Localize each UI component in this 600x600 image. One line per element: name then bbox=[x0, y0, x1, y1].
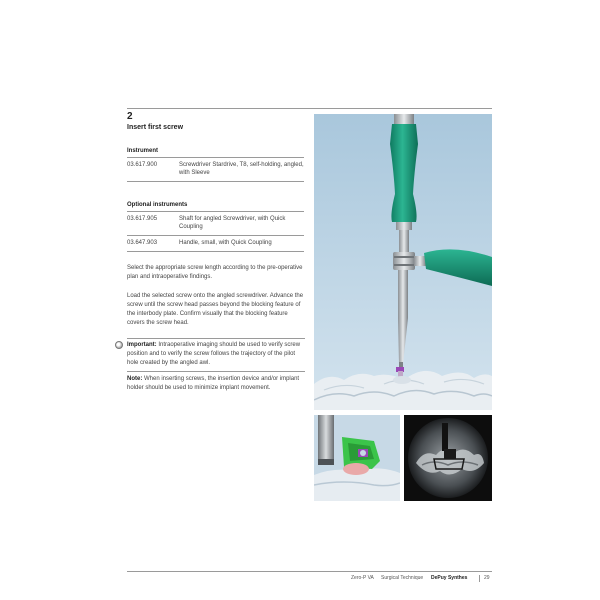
article-description: Shaft for angled Screwdriver, with Quick Coupling bbox=[179, 216, 286, 230]
article-number: 03.617.900 bbox=[127, 162, 158, 168]
important-note bbox=[127, 341, 305, 368]
body-paragraph: Load the selected screw onto the angled screwdriver. Advance the screw until the screw head passes beyond the blocking feature of the interbody plate. Confirm visually that the blocking feature covers the screw head. bbox=[127, 293, 304, 326]
note-divider bbox=[127, 371, 305, 372]
optional-instruments-table bbox=[127, 202, 304, 252]
important-circle-icon bbox=[115, 341, 123, 349]
footer-section: Surgical Technique bbox=[381, 575, 424, 581]
note bbox=[127, 375, 305, 393]
article-number: 03.647.903 bbox=[127, 240, 158, 246]
article-description: Screwdriver Stardrive, T8, self-holding, angled, with Sleeve bbox=[179, 162, 304, 176]
important-text: Intraoperative imaging should be used to verify screw position and to verify the screw follows the trajectory of the pilot hole created by the angled awl. bbox=[127, 342, 301, 366]
important-divider bbox=[127, 338, 305, 339]
table-row bbox=[127, 158, 304, 182]
article-number: 03.617.905 bbox=[127, 216, 158, 222]
article-description: Handle, small, with Quick Coupling bbox=[179, 240, 272, 246]
important-label: Important: bbox=[127, 342, 157, 348]
table-row bbox=[127, 236, 304, 252]
page-number: 29 bbox=[484, 575, 490, 581]
screwdriver-illustration bbox=[314, 114, 492, 410]
step-title: Insert first screw bbox=[127, 124, 184, 131]
footer-rule bbox=[127, 571, 492, 572]
instrument-heading: Instrument bbox=[127, 148, 304, 158]
implant-closeup-illustration bbox=[314, 415, 400, 501]
imaging-view-illustration bbox=[404, 415, 492, 501]
optional-instruments-heading: Optional instruments bbox=[127, 202, 304, 212]
body-paragraph: Select the appropriate screw length according to the pre-operative plan and intraoperative findings. bbox=[127, 265, 303, 280]
table-row bbox=[127, 212, 304, 236]
step-number: 2 bbox=[127, 111, 133, 122]
note-text: When inserting screws, the insertion device and/or implant holder should be used to minimize implant movement. bbox=[127, 376, 300, 391]
header-rule bbox=[127, 108, 492, 109]
footer-separator bbox=[479, 575, 480, 582]
note-label: Note: bbox=[127, 376, 143, 382]
footer-brand: DePuy Synthes bbox=[431, 575, 468, 581]
instrument-table bbox=[127, 148, 304, 182]
footer-product: Zero-P VA bbox=[351, 575, 374, 581]
